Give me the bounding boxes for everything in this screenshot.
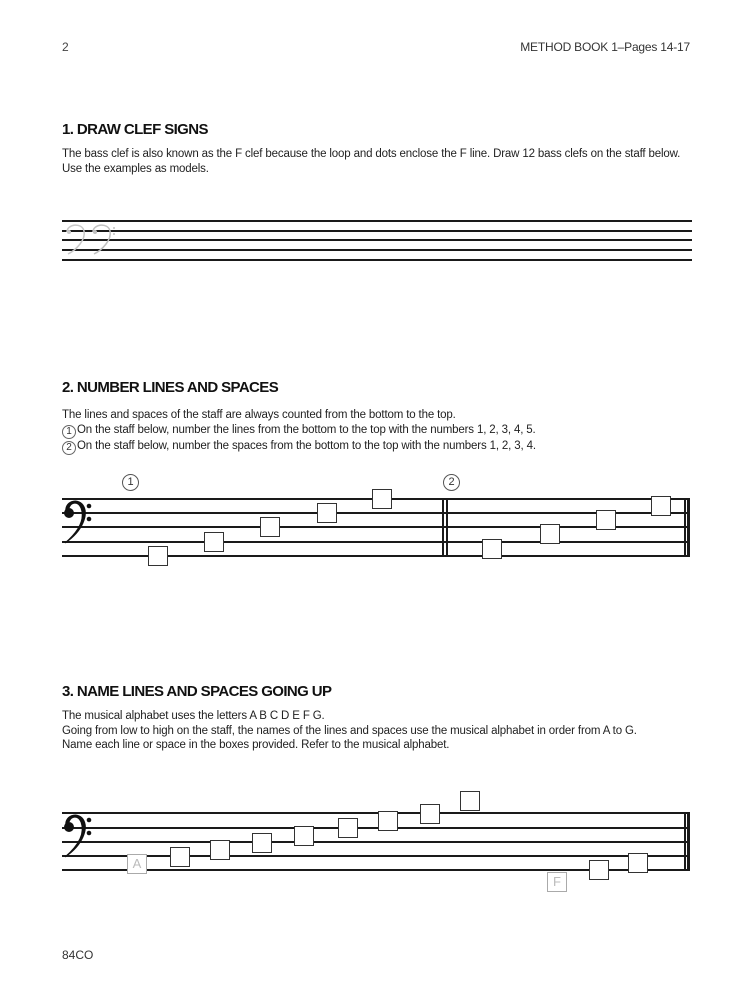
section-1-text: The bass clef is also known as the F clef because the loop and dots enclose the F line. Draw 12 bass clefs on the staff below. Use the examples as models. (62, 148, 681, 175)
section-3-text-line: Name each line or space in the boxes provided. Refer to the musical alphabet. (62, 739, 450, 751)
answer-box[interactable] (372, 489, 392, 509)
section-2-text (62, 408, 702, 455)
answer-box[interactable] (589, 860, 609, 880)
double-bar-line (442, 498, 444, 557)
answer-box[interactable] (260, 517, 280, 537)
bass-clef-icon (63, 813, 93, 861)
answer-box[interactable] (460, 791, 480, 811)
running-head: METHOD BOOK 1–Pages 14-17 (520, 40, 690, 54)
answer-box[interactable] (338, 818, 358, 838)
final-bar-line (684, 498, 686, 557)
final-bar-line (684, 812, 686, 871)
page-number: 2 (62, 40, 69, 54)
answer-box[interactable] (317, 503, 337, 523)
circled-number: 1 (62, 425, 76, 439)
section-2-text-line: 2 On the staff below, number the spaces from the bottom to the top with the numbers 1, 2, 3, 4. (62, 439, 702, 455)
section-3-text (62, 709, 702, 753)
answer-box[interactable] (651, 496, 671, 516)
answer-box-example: A (127, 854, 147, 874)
answer-box[interactable] (204, 532, 224, 552)
marker-1: 1 (122, 474, 139, 491)
final-bar-line (687, 498, 690, 557)
answer-box[interactable] (252, 833, 272, 853)
bass-clef-icon (63, 499, 93, 547)
answer-box[interactable] (628, 853, 648, 873)
answer-box[interactable] (210, 840, 230, 860)
answer-box[interactable] (596, 510, 616, 530)
section-2-title: 2. NUMBER LINES AND SPACES (62, 379, 279, 396)
section-1-title: 1. DRAW CLEF SIGNS (62, 121, 208, 138)
answer-box[interactable] (148, 546, 168, 566)
faint-bass-clef-icon (90, 222, 130, 258)
answer-box[interactable] (378, 811, 398, 831)
section-3-text-line: Going from low to high on the staff, the names of the lines and spaces use the musical alphabet in order from A to G. (62, 724, 637, 737)
footer-code: 84CO (62, 948, 94, 962)
answer-box[interactable] (170, 847, 190, 867)
marker-2: 2 (443, 474, 460, 491)
section-2-text-line: 1 On the staff below, number the lines from the bottom to the top with the numbers 1, 2, 3, 4, 5. (62, 423, 702, 439)
staff-line (62, 230, 692, 232)
answer-box[interactable] (482, 539, 502, 559)
section-2-text-line: The lines and spaces of the staff are always counted from the bottom to the top. (62, 409, 456, 421)
answer-box-example: F (547, 872, 567, 892)
staff-line (62, 239, 692, 241)
staff-line (62, 249, 692, 251)
double-bar-line (446, 498, 448, 557)
answer-box[interactable] (420, 804, 440, 824)
circled-number: 2 (62, 441, 76, 455)
answer-box[interactable] (294, 826, 314, 846)
answer-box[interactable] (540, 524, 560, 544)
section-3-text-line: The musical alphabet uses the letters A B C D E F G. (62, 710, 325, 722)
staff-line (62, 259, 692, 261)
section-3-title: 3. NAME LINES AND SPACES GOING UP (62, 683, 332, 700)
final-bar-line (687, 812, 690, 871)
staff-line (62, 220, 692, 222)
